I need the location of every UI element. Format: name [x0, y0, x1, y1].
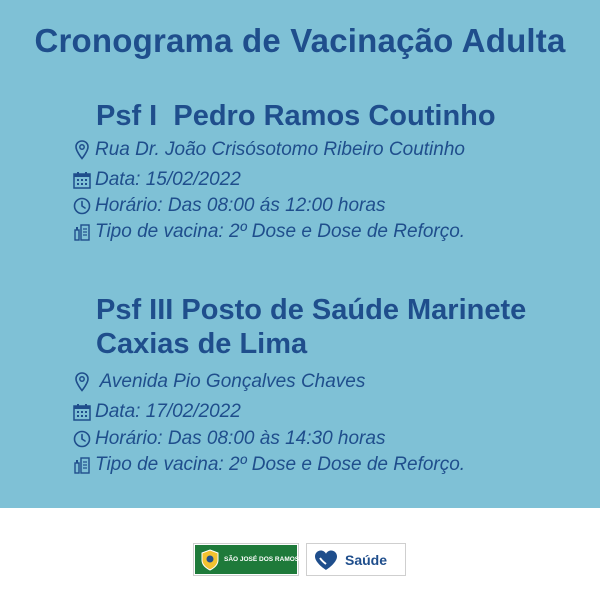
vaccine-icon	[72, 455, 92, 475]
session-2-vaccine-row	[72, 453, 465, 477]
session-1-vaccine: Tipo de vacina: 2º Dose e Dose de Reforço.	[95, 221, 466, 242]
page-title: Cronograma de Vacinação Adulta	[34, 22, 566, 59]
clock-icon	[72, 429, 92, 449]
calendar-icon	[72, 170, 92, 190]
session-2-name-line-2: Caxias de Lima	[96, 328, 308, 360]
session-2-vaccine: Tipo de vacina: 2º Dose e Dose de Reforço.	[95, 454, 466, 475]
footer	[0, 508, 600, 600]
saude-logo-text: Saúde	[345, 551, 388, 568]
prefeitura-logo-text: SÃO JOSÉ DOS RAMOS	[224, 556, 300, 563]
session-1-time-row	[72, 194, 385, 218]
session-2-address: Avenida Pio Gonçalves Chaves	[95, 371, 366, 392]
session-2-date: Data: 17/02/2022	[95, 401, 241, 422]
prefeitura-logo-band	[195, 545, 300, 574]
calendar-icon	[72, 402, 92, 422]
session-1-address: Rua Dr. João Crisósotomo Ribeiro Coutinho	[95, 139, 465, 160]
session-1-time: Horário: Das 08:00 ás 12:00 horas	[95, 195, 386, 216]
session-2-time: Horário: Das 08:00 às 14:30 horas	[95, 428, 386, 449]
prefeitura-logo	[193, 543, 299, 576]
vaccine-icon	[72, 222, 92, 242]
session-1-date-row	[72, 168, 241, 192]
session-1-name: Psf I Pedro Ramos Coutinho	[96, 100, 496, 132]
location-pin-icon	[72, 372, 92, 392]
location-pin-icon	[72, 140, 92, 160]
session-1-address-row	[72, 138, 465, 162]
clock-icon	[72, 196, 92, 216]
session-2-name-line-1: Psf III Posto de Saúde Marinete	[96, 294, 527, 326]
city-crest-icon	[199, 549, 221, 571]
session-2-time-row	[72, 427, 385, 451]
session-1-date: Data: 15/02/2022	[95, 169, 241, 190]
session-2-address-row	[72, 370, 365, 394]
heart-icon	[313, 549, 339, 571]
session-2-date-row	[72, 400, 241, 424]
saude-logo	[306, 543, 406, 576]
session-1-vaccine-row	[72, 220, 465, 244]
